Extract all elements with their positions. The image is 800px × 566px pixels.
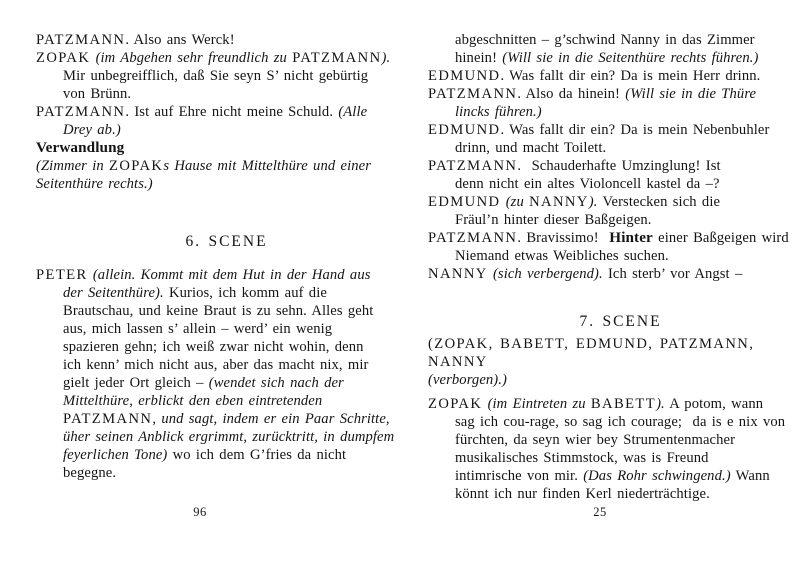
stage-direction: der Seitenthüre).: [63, 285, 164, 301]
dialogue-text: . Also da hinein!: [517, 86, 626, 102]
character-name: NANNY: [529, 194, 589, 210]
dialogue-text: musikalisches Stimmstock, was is Freund: [455, 450, 709, 466]
dialogue-text: drinn, und macht Toilett.: [455, 140, 607, 156]
text-line: [428, 229, 789, 247]
dialogue-text: fürchten, da seyn wier bey Strumentenmacher: [455, 432, 736, 448]
stage-direction: Seitenthüre rechts.): [36, 176, 153, 192]
dialogue-text: sag ich cou-rage, so sag ich courage; da is e nix von: [455, 414, 786, 430]
dialogue-text: Niemand etwas Weibliches suchen.: [455, 248, 669, 264]
text-line: [428, 121, 786, 139]
dialogue-text: von Brünn.: [63, 86, 132, 102]
stage-direction: (Will sie in die Seitenthüre rechts führen.): [502, 50, 759, 66]
dialogue-text: spazieren gehn; ich weiß zwar nicht wohin, denn: [63, 339, 364, 355]
text-line: [36, 157, 390, 175]
text-line: [36, 31, 390, 49]
stage-direction: (wendet sich nach der: [208, 375, 344, 391]
text-line: [36, 121, 390, 139]
stage-direction: (im Eintreten zu: [487, 396, 591, 412]
text-line: [428, 467, 786, 485]
text-line: [428, 49, 786, 67]
character-name: PATZMANN: [292, 50, 382, 66]
stage-direction: (im Abgehen sehr freundlich zu: [95, 50, 293, 66]
stage-direction: üher seinen Anblick ergrimmt, zurücktritt, in dumpfem: [63, 429, 395, 445]
scene-heading: 6. SCENE: [185, 233, 268, 250]
text-line: [36, 338, 390, 356]
text-line: [428, 431, 786, 449]
emphasis-text: Verwandlung: [36, 139, 125, 156]
text-line: [428, 335, 786, 353]
left-page-number: 96: [193, 505, 207, 519]
stage-direction: (Alle: [338, 104, 368, 120]
dialogue-text: Brautschau, und keine Braut is zu sehn. Alles geht: [63, 303, 374, 319]
dialogue-text: gielt jeder Ort gleich –: [63, 375, 209, 391]
dialogue-text: . Also ans Werck!: [125, 32, 235, 48]
character-name: (ZOPAK, BABETT, EDMUND, PATZMANN,: [428, 336, 755, 352]
dialogue-text: . Was fallt dir ein? Da is mein Herr drinn.: [500, 68, 761, 84]
character-name: PATZMANN: [63, 411, 153, 427]
text-line: [428, 395, 786, 413]
text-line: [36, 302, 390, 320]
scene-heading-line: [428, 313, 786, 331]
text-line: [36, 428, 395, 446]
text-line: [36, 410, 390, 428]
text-line: [428, 103, 786, 121]
text-line: [428, 193, 786, 211]
character-name: PETER: [36, 267, 88, 283]
text-line: [36, 392, 390, 410]
text-line: [428, 175, 786, 193]
text-line: [36, 85, 390, 103]
dialogue-text: aus, mich lassen s’ allein – werd’ ein wenig: [63, 321, 333, 337]
text-line: [428, 413, 786, 431]
text-line: [428, 211, 786, 229]
text-line: [428, 157, 786, 175]
character-name: ZOPAK: [428, 396, 483, 412]
dialogue-text: Wann: [730, 468, 770, 484]
dialogue-text: denn nicht ein altes Violoncell kastel da –?: [455, 176, 720, 192]
stage-direction: (zu: [505, 194, 530, 210]
character-name: NANNY: [428, 266, 488, 282]
text-line: [36, 464, 390, 482]
stage-direction: (Will sie in die Thüre: [625, 86, 757, 102]
stage-direction: (Das Rohr schwingend.): [583, 468, 731, 484]
character-name: PATZMANN: [428, 230, 518, 246]
dialogue-text: abgeschnitten – g’schwind Nanny in das Zimmer: [455, 32, 755, 48]
text-line: [36, 67, 390, 85]
text-line: [36, 320, 390, 338]
right-page-number: 25: [593, 505, 607, 519]
text-line: [36, 356, 390, 374]
character-name: ZOPAK: [109, 158, 164, 174]
text-line: [428, 353, 786, 371]
dialogue-text: wo ich dem G’fries da nicht: [167, 447, 347, 463]
stage-direction: ).: [381, 50, 391, 66]
stage-direction: s Hause mit Mittelthüre und einer: [163, 158, 371, 174]
character-name: PATZMANN: [36, 104, 126, 120]
text-line: [36, 374, 390, 392]
stage-direction: ).: [656, 396, 665, 412]
text-line: [428, 265, 786, 283]
character-name: PATZMANN: [428, 86, 518, 102]
dialogue-text: . Was fallt dir ein? Da is mein Nebenbuhler: [500, 122, 770, 138]
dialogue-text: hinein!: [455, 50, 503, 66]
stage-direction: , und sagt, indem er ein Paar Schritte,: [152, 411, 390, 427]
dialogue-text: A potom, wann: [664, 396, 764, 412]
stage-direction: ).: [588, 194, 598, 210]
text-line: [428, 371, 786, 389]
text-line: [428, 247, 786, 265]
text-line: [36, 139, 390, 157]
stage-direction: feyerlichen Tone): [63, 447, 168, 463]
text-line: [428, 31, 786, 49]
dialogue-text: könnt ich nur finden Kerl niederträchtige.: [455, 486, 710, 502]
text-line: [36, 175, 390, 193]
stage-direction: (sich verbergend).: [492, 266, 603, 282]
left-page-text: [36, 31, 395, 482]
scene-heading: 7. SCENE: [579, 313, 662, 330]
character-name: EDMUND: [428, 68, 501, 84]
text-line: [428, 85, 786, 103]
text-line: [428, 449, 786, 467]
text-line: [428, 67, 786, 85]
text-line: [428, 485, 786, 503]
text-line: [36, 103, 390, 121]
stage-direction: lincks führen.): [455, 104, 542, 120]
dialogue-text: intimrische von mir.: [455, 468, 584, 484]
emphasis-text: Hinter: [609, 229, 653, 246]
dialogue-text: . Bravissimo!: [517, 230, 610, 246]
spacer: [36, 251, 390, 266]
spacer: [36, 193, 390, 233]
spacer: [428, 283, 786, 313]
stage-direction: Mittelthüre, erblickt den eben eintretenden: [63, 393, 323, 409]
dialogue-text: Mir unbegreifflich, daß Sie seyn S’ nicht gebürtig: [63, 68, 369, 84]
dialogue-text: begegne.: [63, 465, 117, 481]
stage-direction: (verborgen).): [428, 372, 507, 388]
stage-direction: (Zimmer in: [36, 158, 110, 174]
text-line: [36, 446, 390, 464]
character-name: BABETT: [590, 396, 657, 412]
dialogue-text: . Ist auf Ehre nicht meine Schuld.: [125, 104, 339, 120]
right-page: [400, 0, 800, 566]
text-line: [36, 284, 390, 302]
character-name: PATZMANN: [36, 32, 126, 48]
character-name: ZOPAK: [36, 50, 91, 66]
dialogue-text: Ich sterb’ vor Angst –: [602, 266, 743, 282]
scene-heading-line: [36, 233, 390, 251]
dialogue-text: Fräul’n hinter dieser Baßgeigen.: [455, 212, 652, 228]
text-line: [428, 139, 786, 157]
dialogue-text: ich kenn’ mich nicht aus, aber das macht nix, mir: [63, 357, 369, 373]
stage-direction: (allein. Kommt mit dem Hut in der Hand aus: [92, 267, 371, 283]
dialogue-text: einer Baßgeigen wird: [652, 230, 789, 246]
stage-direction: Drey ab.): [63, 122, 121, 138]
character-name: NANNY: [428, 354, 488, 370]
dialogue-text: . Schauderhafte Umzinglung! Ist: [517, 158, 721, 174]
text-line: [36, 49, 390, 67]
character-name: EDMUND: [428, 122, 501, 138]
character-name: EDMUND: [428, 194, 501, 210]
dialogue-text: Verstecken sich die: [597, 194, 721, 210]
right-page-text: [428, 31, 789, 503]
text-line: [36, 266, 390, 284]
dialogue-text: Kurios, ich komm auf die: [163, 285, 327, 301]
character-name: PATZMANN: [428, 158, 518, 174]
